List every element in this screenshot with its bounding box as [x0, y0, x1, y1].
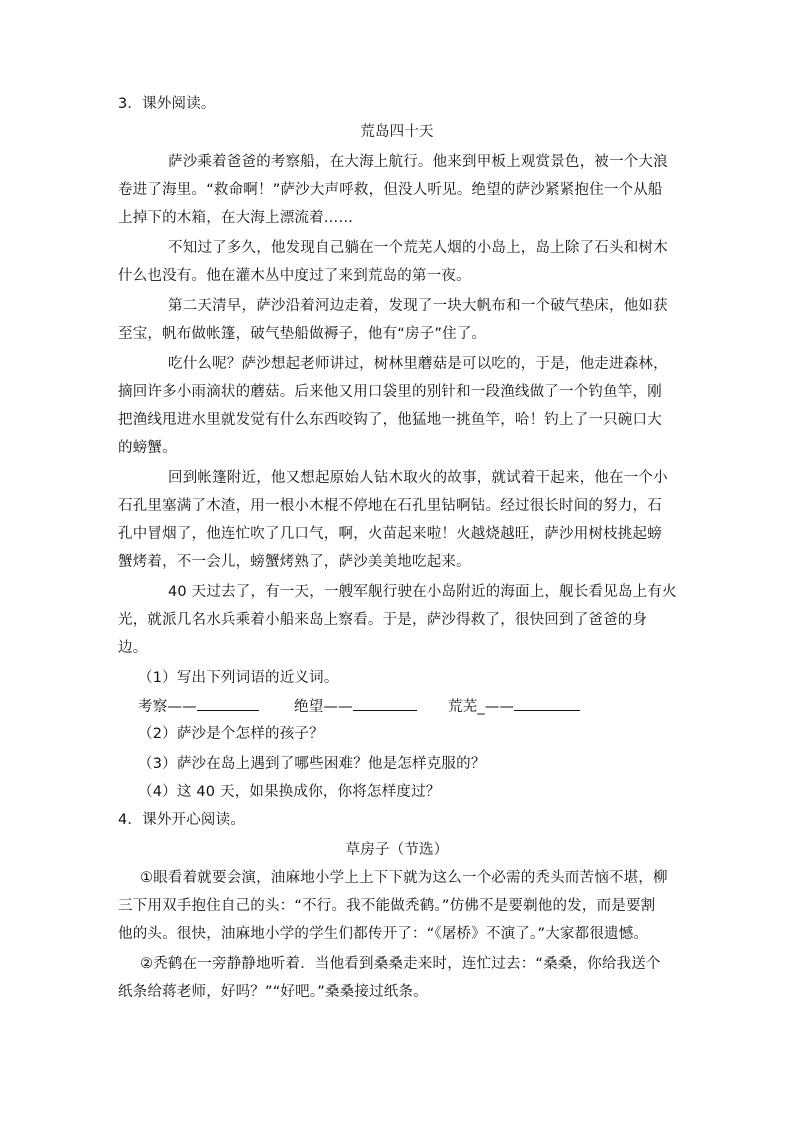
passage-2-title: 草房子（节选）	[345, 842, 449, 858]
passage-2-line: ①眼看着就要会演，油麻地小学上上下下就为这么一个必需的秃头而苦恼不堪，柳	[140, 870, 668, 886]
synonym-item-3	[448, 696, 580, 717]
synonym-item-1	[138, 696, 259, 717]
answer-blank-3[interactable]	[514, 696, 580, 711]
passage-2-line: 纸条给蒋老师，好吗？”“好吧。”桑桑接过纸条。	[118, 984, 428, 1000]
answer-blank-1[interactable]	[197, 696, 259, 711]
synonym-word-2: 绝望——	[294, 699, 353, 715]
passage-2-line: ②秃鹤在一旁静静地听着．当他看到桑桑走来时，连忙过去：“桑桑，你给我送个	[140, 956, 661, 972]
passage-2-line: 三下用双手抱住自己的头：“不行。我不能做秃鹤。”仿佛不是要剃他的发，而是要割	[118, 898, 656, 914]
subquestion-3: （3）萨沙在岛上遇到了哪些困难？他是怎样克服的？	[138, 756, 486, 772]
passage-1-line: 萨沙乘着爸爸的考察船，在大海上航行。他来到甲板上观赏景色，被一个大浪	[168, 154, 668, 170]
passage-1-line: 40 天过去了，有一天，一艘军舰行驶在小岛附近的海面上，舰长看见岛上有火	[168, 584, 677, 600]
synonym-item-2	[294, 696, 417, 717]
passage-1-line: 第二天清早，萨沙沿着河边走着，发现了一块大帆布和一个破气垫床，他如获	[168, 298, 668, 314]
passage-1-title: 荒岛四十天	[360, 124, 434, 140]
passage-1-line: 至宝，帆布做帐篷，破气垫船做褥子，他有“房子”住了。	[118, 326, 487, 342]
passage-1-line: 蟹烤着，不一会儿，螃蟹烤熟了，萨沙美美地吃起来。	[118, 554, 471, 570]
passage-2-line: 他的头。很快，油麻地小学的学生们都传开了：“《屠桥》不演了。”大家都很遗憾。	[118, 926, 649, 942]
synonym-word-3: 荒芜_——	[448, 699, 515, 715]
answer-blank-2[interactable]	[353, 696, 417, 711]
passage-1-line: 回到帐篷附近，他又想起原始人钻木取火的故事，就试着干起来，他在一个小	[168, 470, 668, 486]
passage-1-line: 不知过了多久，他发现自己躺在一个荒芜人烟的小岛上，岛上除了石头和树木	[168, 240, 668, 256]
passage-1-line: 边。	[118, 640, 148, 656]
subquestion-4: （4）这 40 天，如果换成你，你将怎样度过？	[138, 784, 441, 800]
passage-1-line: 的螃蟹。	[118, 440, 177, 456]
passage-1-line: 吃什么呢？萨沙想起老师讲过，树林里蘑菇是可以吃的，于是，他走进森林，	[168, 356, 668, 372]
passage-1-line: 孔中冒烟了，他连忙吹了几口气，啊，火苗起来啦！火越烧越旺，萨沙用树枝挑起螃	[118, 526, 662, 542]
passage-1-line: 把渔线甩进水里就发觉有什么东西咬钩了，他猛地一挑鱼竿，哈！钓上了一只碗口大	[118, 412, 662, 428]
passage-1-line: 什么也没有。他在灌木丛中度过了来到荒岛的第一夜。	[118, 268, 471, 284]
subquestion-1: （1）写出下列词语的近义词。	[138, 670, 339, 686]
passage-1-line: 卷进了海里。“救命啊！”萨沙大声呼救，但没人听见。绝望的萨沙紧紧抱住一个从船	[118, 182, 663, 198]
question-4-heading: 4．课外开心阅读。	[118, 812, 246, 828]
passage-1-line: 光，就派几名水兵乘着小船来岛上察看。于是，萨沙得救了，很快回到了爸爸的身	[118, 612, 648, 628]
passage-1-line: 石孔里塞满了木渣，用一根小木棍不停地在石孔里钻啊钻。经过很长时间的努力，石	[118, 498, 662, 514]
synonym-word-1: 考察——	[138, 699, 197, 715]
passage-1-line: 上掉下的木箱，在大海上漂流着……	[118, 210, 354, 226]
question-3-heading: 3．课外阅读。	[118, 96, 216, 112]
passage-1-line: 摘回许多小雨滴状的蘑菇。后来他又用口袋里的别针和一段渔线做了一个钓鱼竿，刚	[118, 384, 662, 400]
subquestion-2: （2）萨沙是个怎样的孩子？	[138, 726, 324, 742]
